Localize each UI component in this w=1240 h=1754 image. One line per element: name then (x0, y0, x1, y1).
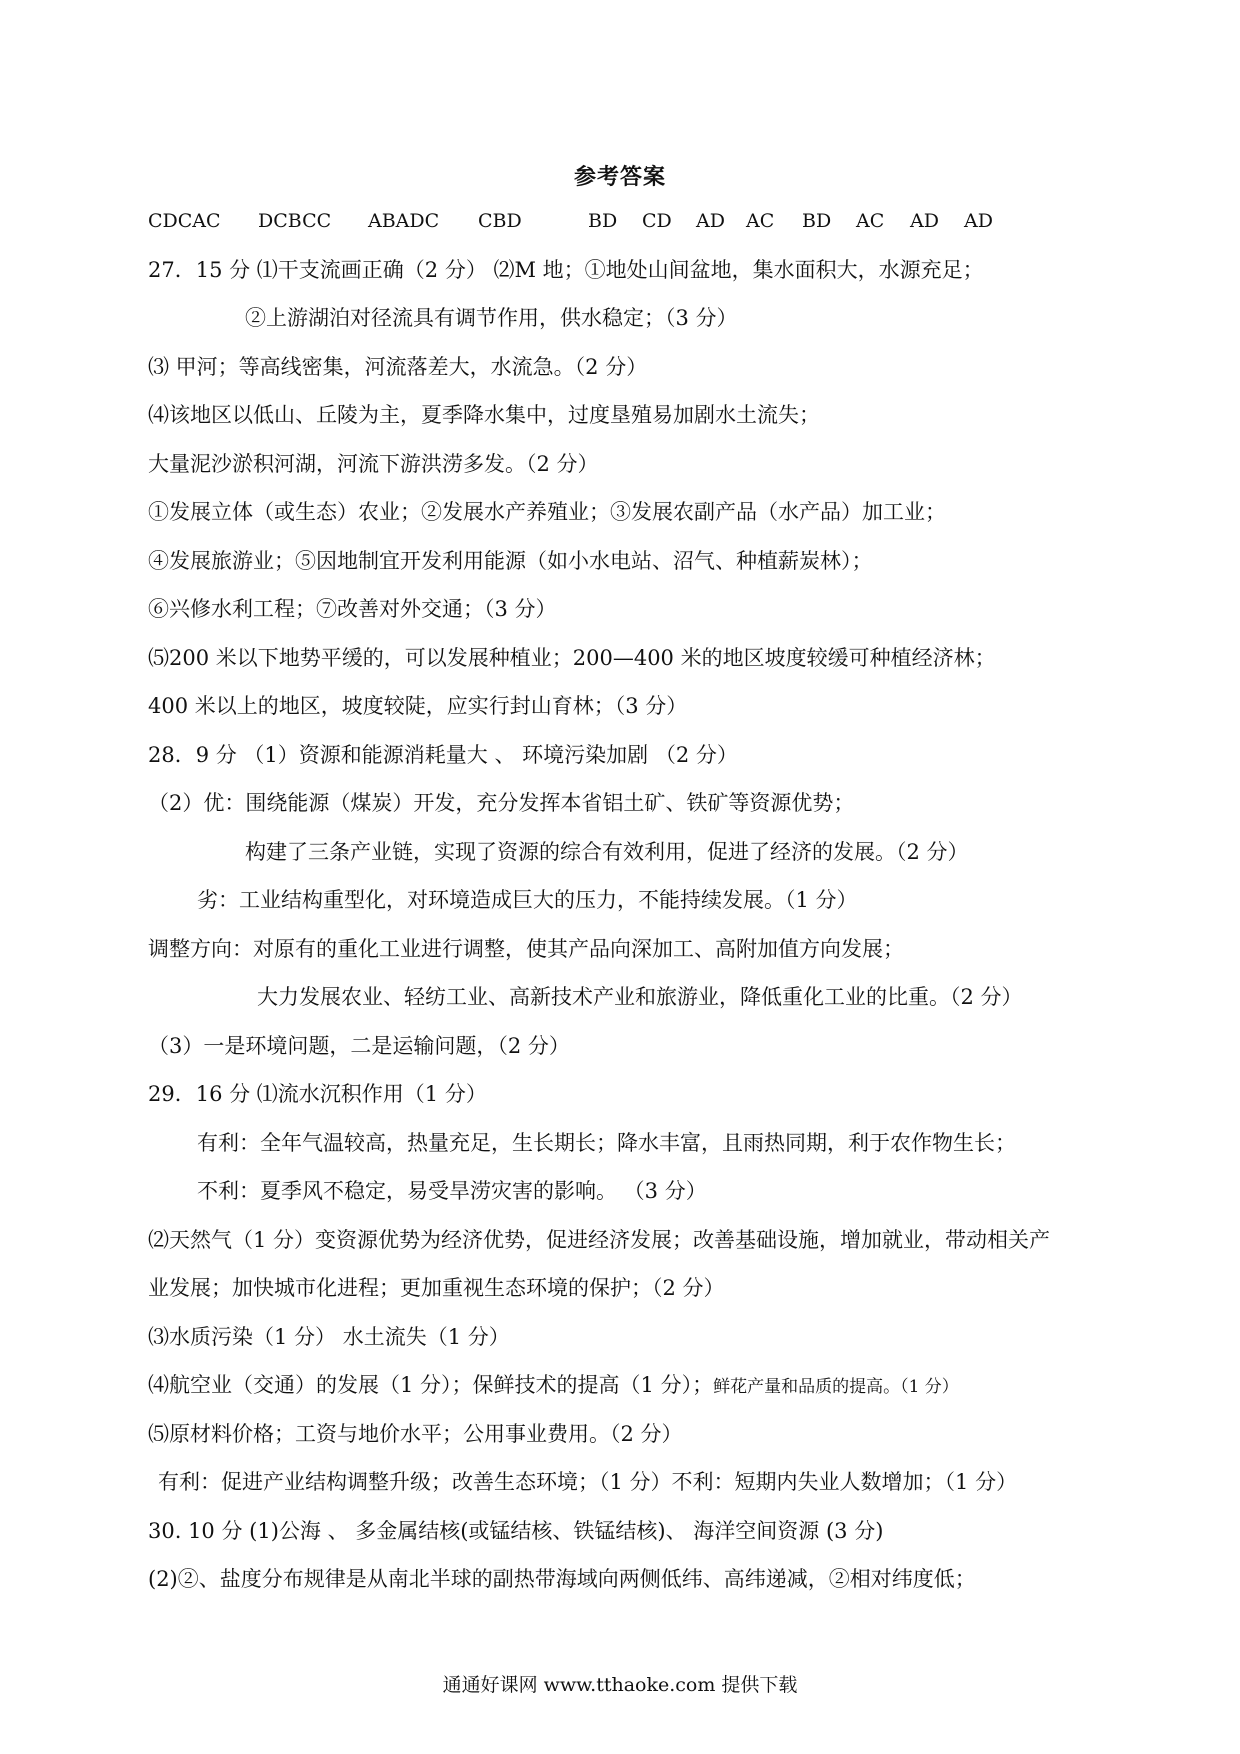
multiple-choice-answers (148, 210, 1048, 240)
answer-line: 29．16 分 ⑴流水沉积作用（1 分） (148, 1082, 487, 1106)
answer-line: 有利：促进产业结构调整升级；改善生态环境；（1 分）不利：短期内失业人数增加；（1 分） (158, 1470, 1018, 1494)
answer-line: （2）优：围绕能源（煤炭）开发，充分发挥本省铝土矿、铁矿等资源优势； (148, 791, 855, 815)
page-footer: 通通好课网 www.tthaoke.com 提供下载 (442, 1674, 798, 1696)
answer-group: BD (802, 210, 832, 232)
answer-line: ①发展立体（或生态）农业；②发展水产养殖业；③发展农副产品（水产品）加工业； (148, 500, 946, 524)
answer-line: ⑶水质污染（1 分） 水土流失（1 分） (148, 1325, 510, 1349)
answer-line: ④发展旅游业；⑤因地制宜开发利用能源（如小水电站、沼气、种植薪炭林）； (148, 549, 873, 573)
answer-line: 大量泥沙淤积河湖，河流下游洪涝多发。（2 分） (148, 452, 599, 476)
answer-line: ⑷该地区以低山、丘陵为主，夏季降水集中，过度垦殖易加剧水土流失； (148, 403, 820, 427)
answer-group: AD (696, 210, 725, 232)
answer-group: DCBCC (258, 210, 332, 232)
answer-line: 28．9 分 （1）资源和能源消耗量大 、 环境污染加剧 （2 分） (148, 743, 738, 767)
answer-line: ⑸200 米以下地势平缓的，可以发展种植业；200—400 米的地区坡度较缓可种植经济林； (148, 646, 996, 670)
answer-line: ⑥兴修水利工程；⑦改善对外交通；（3 分） (148, 597, 557, 621)
answer-line: ⑶ 甲河；等高线密集，河流落差大，水流急。（2 分） (148, 355, 648, 379)
answer-group: AD (910, 210, 939, 232)
answer-line-small: 鲜花产量和品质的提高。（1 分） (713, 1377, 959, 1397)
answer-line: 调整方向：对原有的重化工业进行调整，使其产品向深加工、高附加值方向发展； (148, 937, 904, 961)
answer-group: ABADC (368, 210, 440, 232)
answer-line: ⑵天然气（1 分）变资源优势为经济优势，促进经济发展；改善基础设施，增加就业，带动相关产 (148, 1228, 1051, 1252)
answer-line: 构建了三条产业链，实现了资源的综合有效利用，促进了经济的发展。（2 分） (245, 840, 969, 864)
answer-line: ②上游湖泊对径流具有调节作用，供水稳定；（3 分） (245, 306, 738, 330)
answer-line: (2)②、盐度分布规律是从南北半球的副热带海域向两侧低纬、高纬递减，②相对纬度低； (148, 1567, 976, 1591)
answer-group: CDCAC (148, 210, 221, 232)
answer-group: CD (642, 210, 672, 232)
answer-line: 27．15 分 ⑴干支流画正确（2 分） ⑵M 地；①地处山间盆地，集水面积大，水源充足； (148, 258, 984, 282)
answer-line: 30. 10 分 (1)公海 、 多金属结核(或锰结核、铁锰结核)、 海洋空间资源 (3 分) (148, 1519, 884, 1543)
answer-group: AC (856, 210, 885, 232)
answer-line: 大力发展农业、轻纺工业、高新技术产业和旅游业，降低重化工业的比重。（2 分） (257, 985, 1023, 1009)
answer-line: 业发展；加快城市化进程；更加重视生态环境的保护；（2 分） (148, 1276, 725, 1300)
page-title: 参考答案 (573, 164, 666, 190)
answer-line (148, 1370, 959, 1402)
answer-group: BD (588, 210, 618, 232)
answer-line: 劣：工业结构重型化，对环境造成巨大的压力，不能持续发展。（1 分） (197, 888, 858, 912)
answer-group: AC (746, 210, 775, 232)
answer-line: 400 米以上的地区，坡度较陡，应实行封山育林；（3 分） (148, 694, 688, 718)
answer-line-main: ⑷航空业（交通）的发展（1 分）；保鲜技术的提高（1 分）； (148, 1373, 714, 1397)
answer-group: CBD (478, 210, 522, 232)
answer-line: （3）一是环境问题，二是运输问题，（2 分） (148, 1034, 570, 1058)
answer-line: 不利：夏季风不稳定，易受旱涝灾害的影响。 （3 分） (197, 1179, 707, 1203)
answer-line: 有利：全年气温较高，热量充足，生长期长；降水丰富，且雨热同期，利于农作物生长； (197, 1131, 1016, 1155)
answer-group: AD (964, 210, 993, 232)
answer-line: ⑸原材料价格；工资与地价水平；公用事业费用。（2 分） (148, 1422, 683, 1446)
